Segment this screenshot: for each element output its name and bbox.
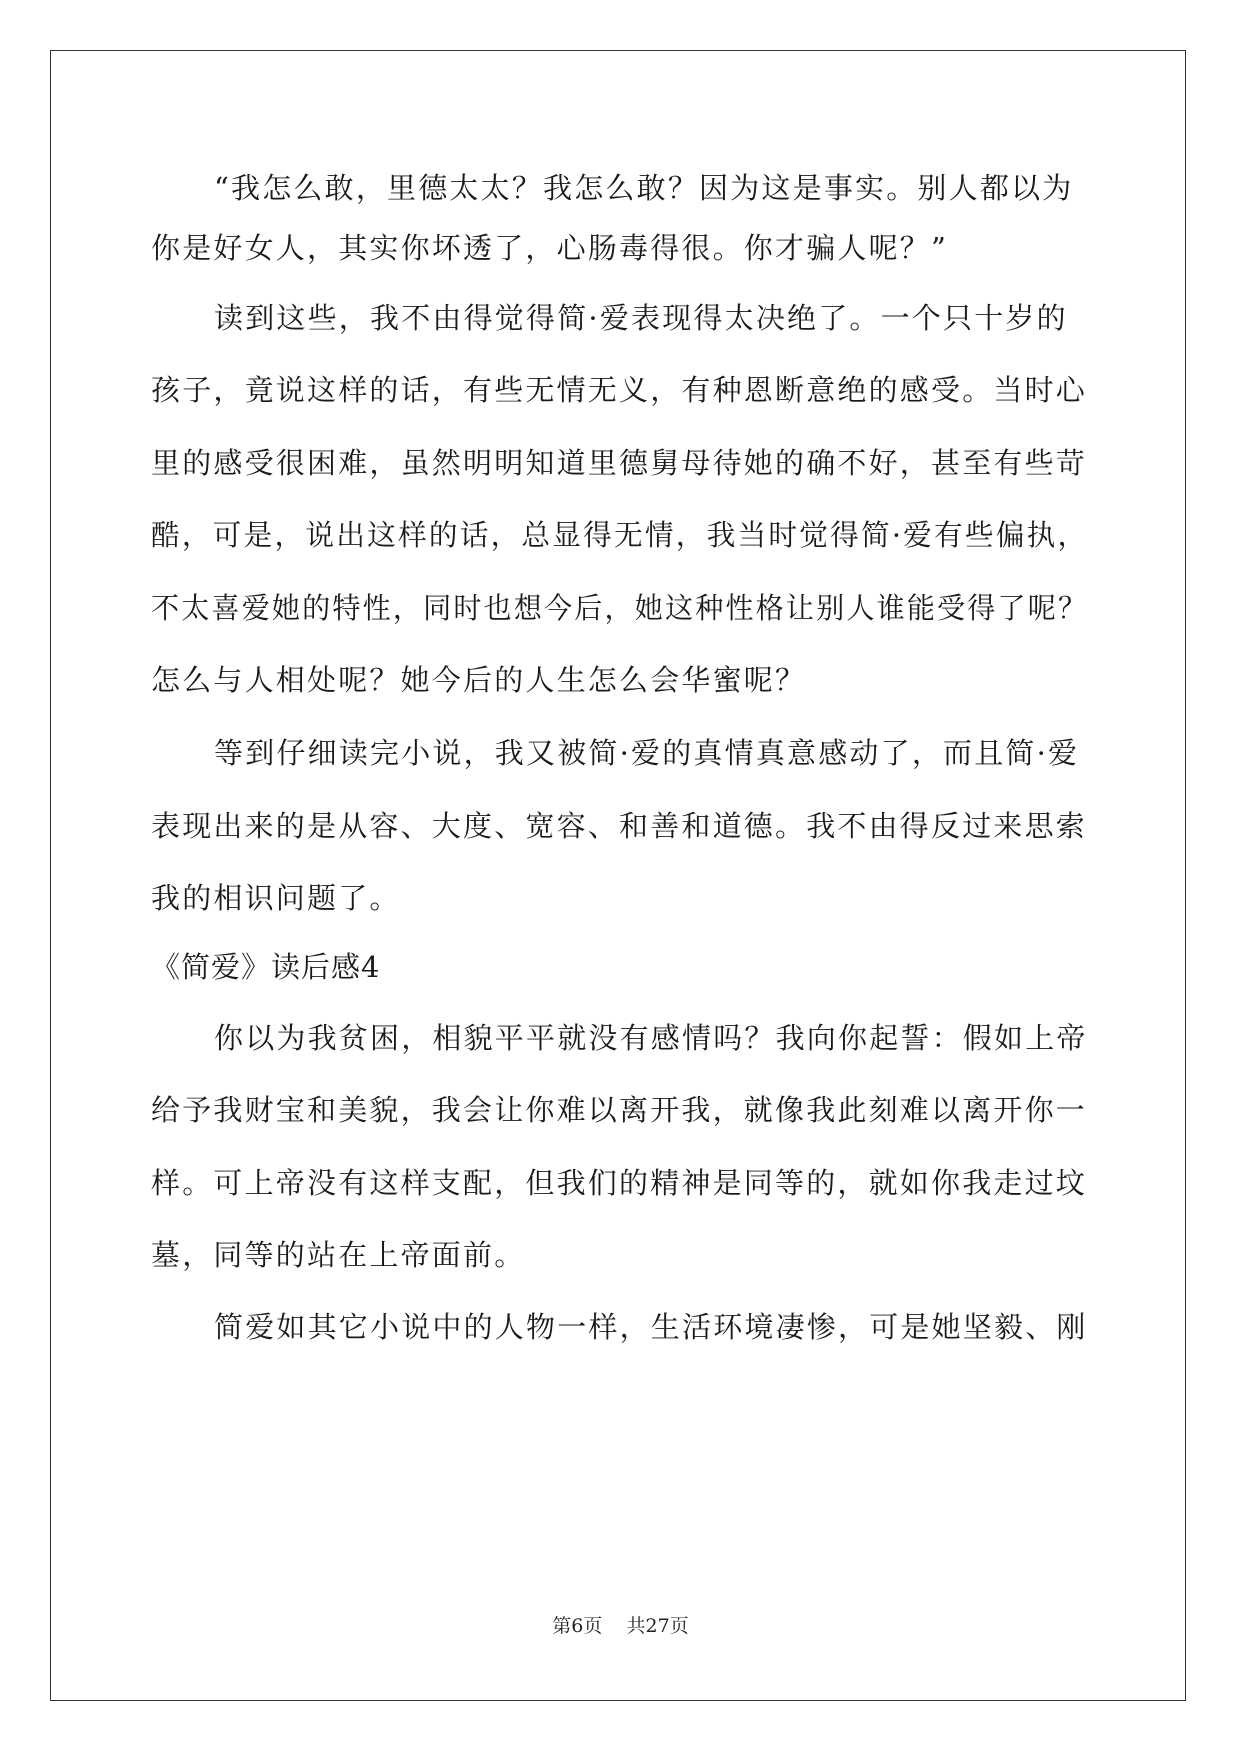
paragraph-line-11: 我的相识问题了。	[151, 881, 401, 915]
paragraph-line-16: 简爱如其它小说中的人物一样，生活环境凄惨，可是她坚毅、刚	[214, 1310, 1088, 1344]
paragraph-line-6: 酷，可是，说出这样的话，总显得无情，我当时觉得简·爱有些偏执，	[151, 518, 1089, 552]
paragraph-line-1: “我怎么敢，里德太太？我怎么敢？因为这是事实。别人都以为	[214, 171, 1074, 205]
paragraph-line-7: 不太喜爱她的特性，同时也想今后，她这种性格让别人谁能受得了呢？	[151, 591, 1089, 625]
paragraph-line-9: 等到仔细读完小说，我又被简·爱的真情真意感动了，而且简·爱	[214, 736, 1080, 770]
paragraph-line-15: 墓，同等的站在上帝面前。	[151, 1238, 526, 1272]
paragraph-line-4: 孩子，竟说这样的话，有些无情无义，有种恩断意绝的感受。当时心	[151, 373, 1088, 407]
paragraph-line-12: 你以为我贫困，相貌平平就没有感情吗？我向你起誓：假如上帝	[214, 1021, 1088, 1055]
paragraph-line-10: 表现出来的是从容、大度、宽容、和善和道德。我不由得反过来思索	[151, 809, 1088, 843]
paragraph-line-13: 给予我财宝和美貌，我会让你难以离开我，就像我此刻难以离开你一	[151, 1093, 1088, 1127]
paragraph-line-8: 怎么与人相处呢？她今后的人生怎么会华蜜呢？	[151, 663, 807, 697]
paragraph-line-14: 样。可上帝没有这样支配，但我们的精神是同等的，就如你我走过坟	[151, 1166, 1088, 1200]
paragraph-line-3: 读到这些，我不由得觉得简·爱表现得太决绝了。一个只十岁的	[214, 301, 1068, 335]
paragraph-line-2: 你是好女人，其实你坏透了，心肠毒得很。你才骗人呢？”	[151, 231, 949, 265]
section-heading: 《简爱》读后感4	[151, 950, 381, 984]
page-number-footer: 第6页 共27页	[552, 1615, 689, 1637]
paragraph-line-5: 里的感受很困难，虽然明明知道里德舅母待她的确不好，甚至有些苛	[151, 446, 1088, 480]
